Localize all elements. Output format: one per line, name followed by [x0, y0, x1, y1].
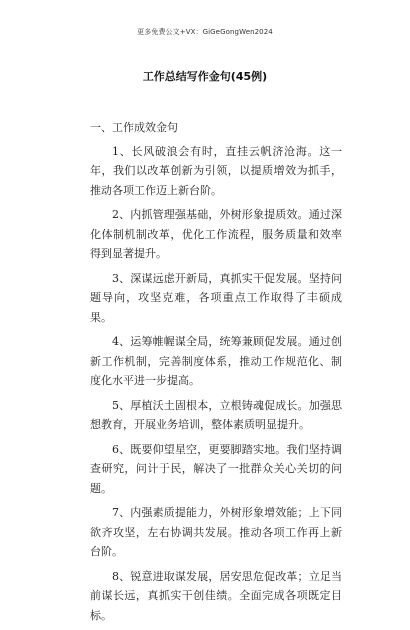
paragraph-7: 7、内强素质提能力，外树形象增效能；上下同欲齐攻坚，左右协调共发展。推动各项工作再上新台阶。 [90, 506, 342, 558]
document-body [90, 118, 342, 630]
paragraph-8: 8、锐意进取谋发展，居安思危促改革；立足当前谋长远，真抓实干创佳绩。全面完成各项既定目标。 [90, 569, 342, 622]
paragraph-3: 3、深谋远虑开新局，真抓实干促发展。坚持问题导向，攻坚克难，各项重点工作取得了丰硕成果。 [90, 271, 342, 324]
paragraph-2: 2、内抓管理强基础，外树形象提质效。通过深化体制机制改革，优化工作流程，服务质量和效率得到显著提升。 [90, 208, 342, 260]
page-title: 工作总结写作金句(45例) [142, 70, 268, 83]
section-heading: 一、工作成效金句 [90, 121, 178, 134]
paragraph-1: 1、长风破浪会有时，直挂云帆济沧海。这一年，我们以改革创新为引领，以提质增效为抓手，推动各项工作迈上新台阶。 [90, 144, 342, 197]
paragraph-5: 5、厚植沃土固根本，立根铸魂促成长。加强思想教育，开展业务培训，整体素质明显提升。 [90, 398, 342, 431]
paragraph-6: 6、既要仰望星空，更要脚踏实地。我们坚持调查研究，问计于民，解决了一批群众关心关切的问题。 [90, 442, 342, 495]
header-note: 更多免费公文+VX：GiGeGongWen2024 [137, 28, 273, 36]
paragraph-4: 4、运筹帷幄谋全局，统筹兼顾促发展。通过创新工作机制，完善制度体系，推动工作规范化、制度化水平进一步提高。 [90, 335, 342, 387]
